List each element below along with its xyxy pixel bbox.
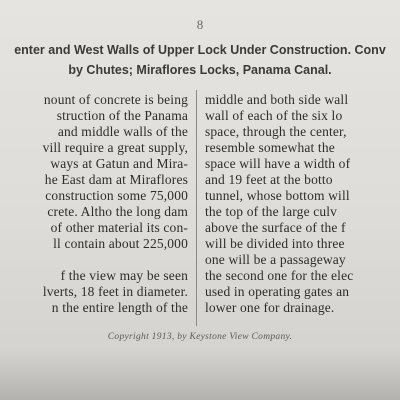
- right-line: resemble somewhat the: [205, 140, 335, 155]
- left-line: of other material its con-: [50, 220, 188, 235]
- right-line: tunnel, whose bottom will: [205, 188, 350, 203]
- left-line: crete. Altho the long dam: [47, 204, 188, 219]
- right-line: middle and both side wall: [205, 92, 349, 107]
- left-line: f the view may be seen: [60, 268, 188, 283]
- right-line: wall of each of the six lo: [205, 108, 343, 123]
- left-line: lverts, 18 feet in diameter.: [42, 284, 188, 299]
- right-line: above the surface of the f: [205, 220, 346, 235]
- left-line: n the entire length of the: [51, 300, 188, 315]
- right-line: and 19 feet at the botto: [205, 172, 333, 187]
- left-line: struction of the Panama: [56, 108, 188, 123]
- copyright-notice: Copyright 1913, by Keystone View Company.: [107, 332, 293, 342]
- column-divider: [196, 90, 197, 326]
- left-column: [0, 92, 190, 327]
- right-line: one will be a passageway: [205, 252, 346, 267]
- page-number: 8: [196, 17, 204, 32]
- right-column: [205, 92, 400, 327]
- right-line: will be divided into three: [205, 236, 345, 251]
- left-line: and middle walls of the: [57, 124, 188, 139]
- title-line-2: by Chutes; Miraflores Locks, Panama Canal.: [68, 63, 332, 77]
- edge-shadow: [0, 352, 400, 400]
- right-line: space, through the center,: [205, 124, 347, 139]
- left-line: construction some 75,000: [45, 188, 188, 203]
- left-line: he East dam at Miraflores: [44, 172, 188, 187]
- right-line: the second one for the elec: [205, 268, 354, 283]
- right-line: used in operating gates an: [205, 284, 350, 299]
- right-line: lower one for drainage.: [205, 300, 335, 315]
- right-line: space will have a width of: [205, 156, 351, 171]
- left-line: ll contain about 225,000: [53, 236, 188, 251]
- right-line: the top of the large culv: [205, 204, 338, 219]
- title-line-1: enter and West Walls of Upper Lock Under Construction. Conv: [14, 43, 386, 57]
- left-line: vill require a great supply,: [42, 140, 188, 155]
- left-line: nount of concrete is being: [43, 92, 188, 107]
- left-line: ways at Gatun and Mira-: [50, 156, 188, 171]
